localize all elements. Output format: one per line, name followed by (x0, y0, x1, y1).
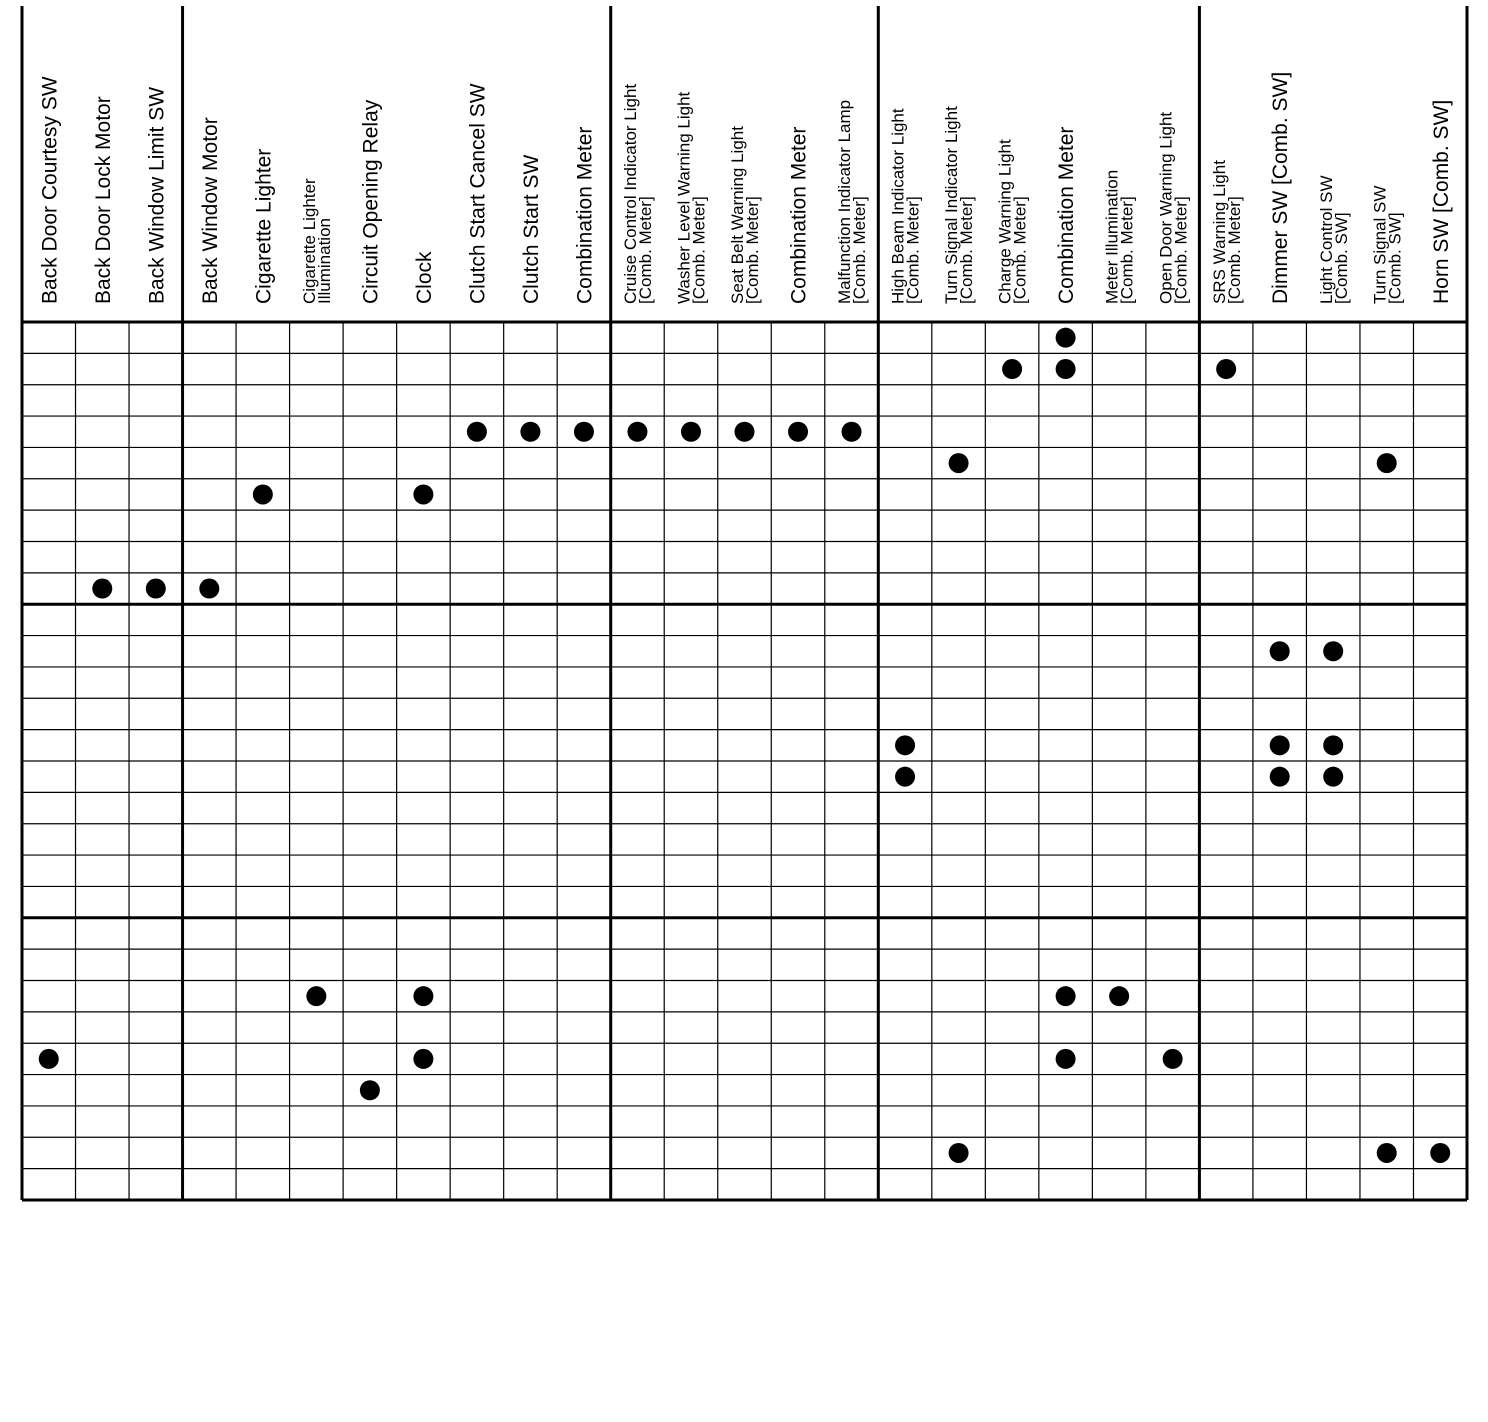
connection-dot (1323, 641, 1343, 661)
connection-dot (1377, 1143, 1397, 1163)
connection-dot (1216, 359, 1236, 379)
column-header-26-line-2: [Comb. SW] (1385, 212, 1405, 304)
column-header-6-line-1: Cigarette Lighter (299, 178, 319, 304)
connection-dot (574, 422, 594, 442)
connection-dot (1270, 641, 1290, 661)
connection-dot (360, 1080, 380, 1100)
connection-dot (413, 1049, 433, 1069)
column-header-27: Horn SW [Comb. SW] (1429, 99, 1453, 304)
connection-dot (1056, 986, 1076, 1006)
column-header-14-line-1: Seat Belt Warning Light (728, 126, 748, 304)
connection-dot (467, 422, 487, 442)
connection-dot (1270, 735, 1290, 755)
column-header-1: Back Door Courtesy SW (38, 76, 62, 304)
column-header-12-line-2: [Comb. Meter] (636, 196, 656, 304)
column-header-10: Clutch Start SW (519, 154, 543, 304)
column-header-23-line-1: SRS Warning Light (1209, 160, 1229, 304)
connection-dot (413, 484, 433, 504)
column-header-9: Clutch Start Cancel SW (466, 83, 490, 304)
column-header-21-line-2: [Comb. Meter] (1117, 196, 1137, 304)
column-header-16-line-1: Malfunction Indicator Lamp (835, 99, 855, 304)
connection-dot (1056, 328, 1076, 348)
column-header-13-line-2: [Comb. Meter] (689, 196, 709, 304)
connection-dot (92, 579, 112, 599)
column-header-25-line-1: Light Control SW (1316, 175, 1336, 304)
connection-dot (1056, 1049, 1076, 1069)
column-header-15: Combination Meter (787, 126, 811, 304)
column-header-16-line-2: [Comb. Meter] (850, 196, 870, 304)
connection-dot (146, 579, 166, 599)
connection-dot (1109, 986, 1129, 1006)
connection-dot (199, 579, 219, 599)
column-header-8: Clock (412, 251, 436, 304)
connection-dot (1163, 1049, 1183, 1069)
connection-dot (1056, 359, 1076, 379)
connection-dot (627, 422, 647, 442)
column-header-19-line-2: [Comb. Meter] (1010, 196, 1030, 304)
column-header-18-line-1: Turn Signal Indicator Light (942, 106, 962, 304)
column-header-12-line-1: Cruise Control Indicator Light (621, 83, 641, 304)
connection-dot (39, 1049, 59, 1069)
connection-dot (1377, 453, 1397, 473)
column-header-7: Circuit Opening Relay (359, 99, 383, 304)
column-header-4: Back Window Motor (198, 117, 222, 304)
connection-dot (949, 453, 969, 473)
column-header-6-line-2: Illumination (314, 218, 334, 304)
column-header-11: Combination Meter (573, 126, 597, 304)
column-header-2: Back Door Lock Motor (91, 96, 115, 305)
column-header-25-line-2: [Comb. SW] (1331, 212, 1351, 304)
connection-dot (520, 422, 540, 442)
column-headers (38, 72, 1452, 304)
connection-dot (1323, 767, 1343, 787)
connection-dot (1270, 767, 1290, 787)
column-header-13-line-1: Washer Level Warning Light (674, 91, 694, 304)
connection-dot (253, 484, 273, 504)
connection-dot (1430, 1143, 1450, 1163)
column-header-22-line-1: Open Door Warning Light (1156, 111, 1176, 304)
column-header-3: Back Window Limit SW (145, 86, 169, 304)
column-header-5: Cigarette Lighter (252, 148, 276, 304)
column-header-17-line-1: High Beam Indicator Light (888, 108, 908, 304)
connection-dots (39, 328, 1450, 1163)
connection-dot (895, 735, 915, 755)
column-header-20: Combination Meter (1055, 126, 1079, 304)
connection-dot (788, 422, 808, 442)
connection-dot (681, 422, 701, 442)
column-header-26-line-1: Turn Signal SW (1370, 185, 1390, 304)
connection-dot (413, 986, 433, 1006)
connection-dot (306, 986, 326, 1006)
connection-dot (842, 422, 862, 442)
column-header-23-line-2: [Comb. Meter] (1224, 196, 1244, 304)
column-header-21-line-1: Meter Illumination (1102, 169, 1122, 304)
column-header-17-line-2: [Comb. Meter] (903, 196, 923, 304)
connection-dot (949, 1143, 969, 1163)
connection-dot (735, 422, 755, 442)
connection-dot (1002, 359, 1022, 379)
column-header-22-line-2: [Comb. Meter] (1171, 196, 1191, 304)
column-header-18-line-2: [Comb. Meter] (957, 196, 977, 304)
connection-dot (1323, 735, 1343, 755)
column-header-24: Dimmer SW [Comb. SW] (1269, 71, 1293, 304)
column-header-14-line-2: [Comb. Meter] (743, 196, 763, 304)
column-header-19-line-1: Charge Warning Light (995, 139, 1015, 304)
connection-dot (895, 767, 915, 787)
